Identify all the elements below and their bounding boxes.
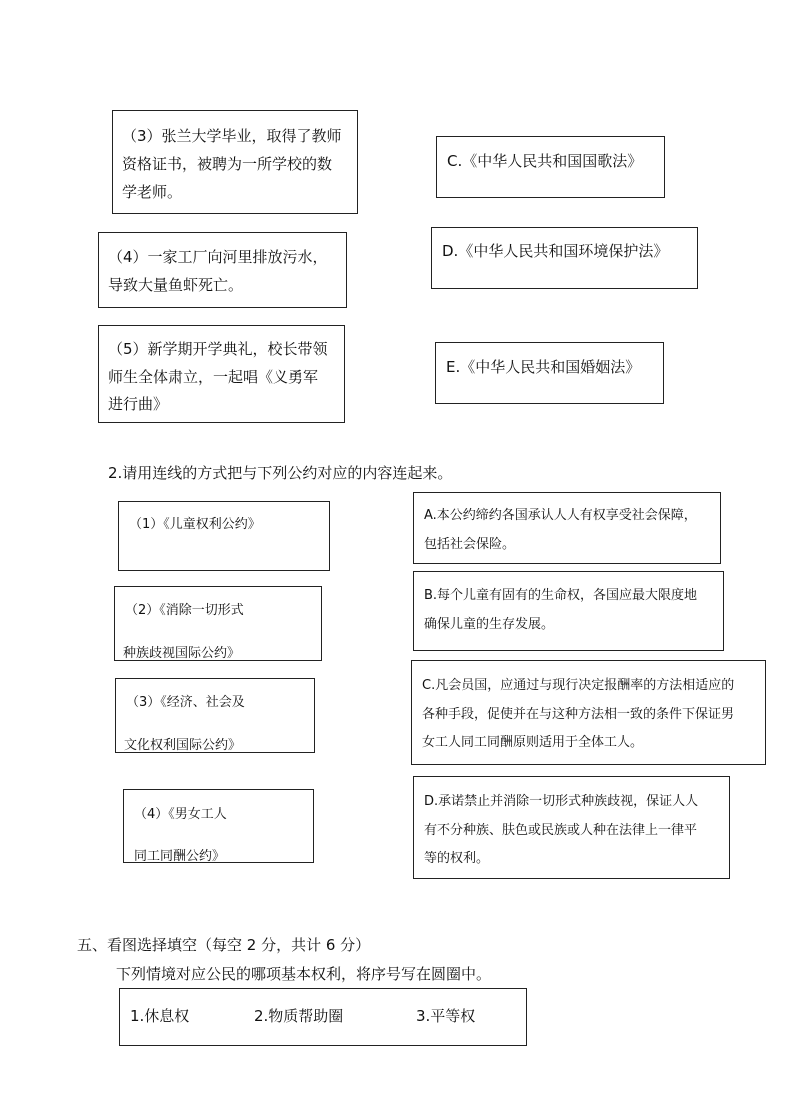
law-text: C.《中华人民共和国国歌法》 bbox=[447, 152, 643, 170]
convention-box-2 bbox=[114, 586, 322, 661]
content-text: B.每个儿童有固有的生命权，各国应最大限度地 bbox=[424, 588, 698, 603]
content-box-a bbox=[413, 492, 721, 564]
scenario-text: 学老师。 bbox=[122, 183, 183, 201]
convention-text: （2）《消除一切形式 bbox=[125, 603, 244, 618]
scenario-box-5 bbox=[98, 325, 345, 423]
convention-text: （1）《儿童权利公约》 bbox=[129, 517, 261, 532]
convention-box-3 bbox=[115, 678, 315, 753]
scenario-text: 导致大量鱼虾死亡。 bbox=[108, 276, 244, 294]
scenario-text: 师生全体肃立，一起唱《义勇军 bbox=[108, 368, 319, 386]
law-box-e bbox=[435, 342, 664, 404]
scenario-text: 进行曲》 bbox=[108, 395, 169, 413]
scenario-box-3 bbox=[112, 110, 358, 214]
scenario-text: （3）张兰大学毕业，取得了教师 bbox=[122, 127, 342, 145]
scenario-text: （4）一家工厂向河里排放污水， bbox=[108, 248, 328, 266]
option-3: 3.平等权 bbox=[416, 1007, 476, 1025]
convention-text-clipped: 种族歧视国际公约》 bbox=[123, 646, 241, 661]
content-text: 各种手段，促使并在与这种方法相一致的条件下保证男 bbox=[422, 707, 735, 722]
scenario-text: （5）新学期开学典礼，校长带领 bbox=[108, 340, 328, 358]
section-5-heading: 五、看图选择填空（每空 2 分，共计 6 分） bbox=[77, 936, 371, 954]
content-text: 等的权利。 bbox=[424, 851, 490, 866]
convention-text-clipped: 同工同酬公约》 bbox=[134, 849, 226, 863]
law-text: D.《中华人民共和国环境保护法》 bbox=[442, 242, 669, 260]
law-box-c bbox=[436, 136, 665, 198]
option-1: 1.休息权 bbox=[130, 1007, 190, 1025]
content-text: 女工人同工同酬原则适用于全体工人。 bbox=[422, 735, 644, 750]
scenario-box-4 bbox=[98, 232, 347, 308]
law-text: E.《中华人民共和国婚姻法》 bbox=[446, 358, 641, 376]
convention-text: （4）《男女工人 bbox=[134, 807, 227, 822]
content-box-b bbox=[413, 571, 724, 651]
convention-text: （3）《经济、社会及 bbox=[126, 695, 245, 710]
content-text: 包括社会保险。 bbox=[424, 537, 516, 552]
question-2-prompt: 2.请用连线的方式把与下列公约对应的内容连起来。 bbox=[108, 464, 453, 482]
scenario-text: 资格证书，被聘为一所学校的数 bbox=[122, 155, 333, 173]
content-text: 有不分种族、肤色或民族或人种在法律上一律平 bbox=[424, 823, 698, 838]
convention-box-4 bbox=[123, 789, 314, 863]
section-5-instruction: 下列情境对应公民的哪项基本权利，将序号写在圆圈中。 bbox=[116, 965, 492, 983]
content-text: 确保儿童的生存发展。 bbox=[424, 617, 555, 632]
content-box-c bbox=[411, 660, 766, 765]
option-2: 2.物质帮助圈 bbox=[254, 1007, 344, 1025]
content-text: A.本公约缔约各国承认人人有权享受社会保障， bbox=[424, 508, 697, 523]
convention-box-1 bbox=[118, 501, 330, 571]
content-box-d bbox=[413, 776, 730, 879]
content-text: C.凡会员国，应通过与现行决定报酬率的方法相适应的 bbox=[422, 678, 735, 693]
content-text: D.承诺禁止并消除一切形式种族歧视，保证人人 bbox=[424, 794, 699, 809]
law-box-d bbox=[431, 227, 698, 289]
convention-text-clipped: 文化权利国际公约》 bbox=[124, 738, 242, 753]
options-box bbox=[119, 988, 527, 1046]
